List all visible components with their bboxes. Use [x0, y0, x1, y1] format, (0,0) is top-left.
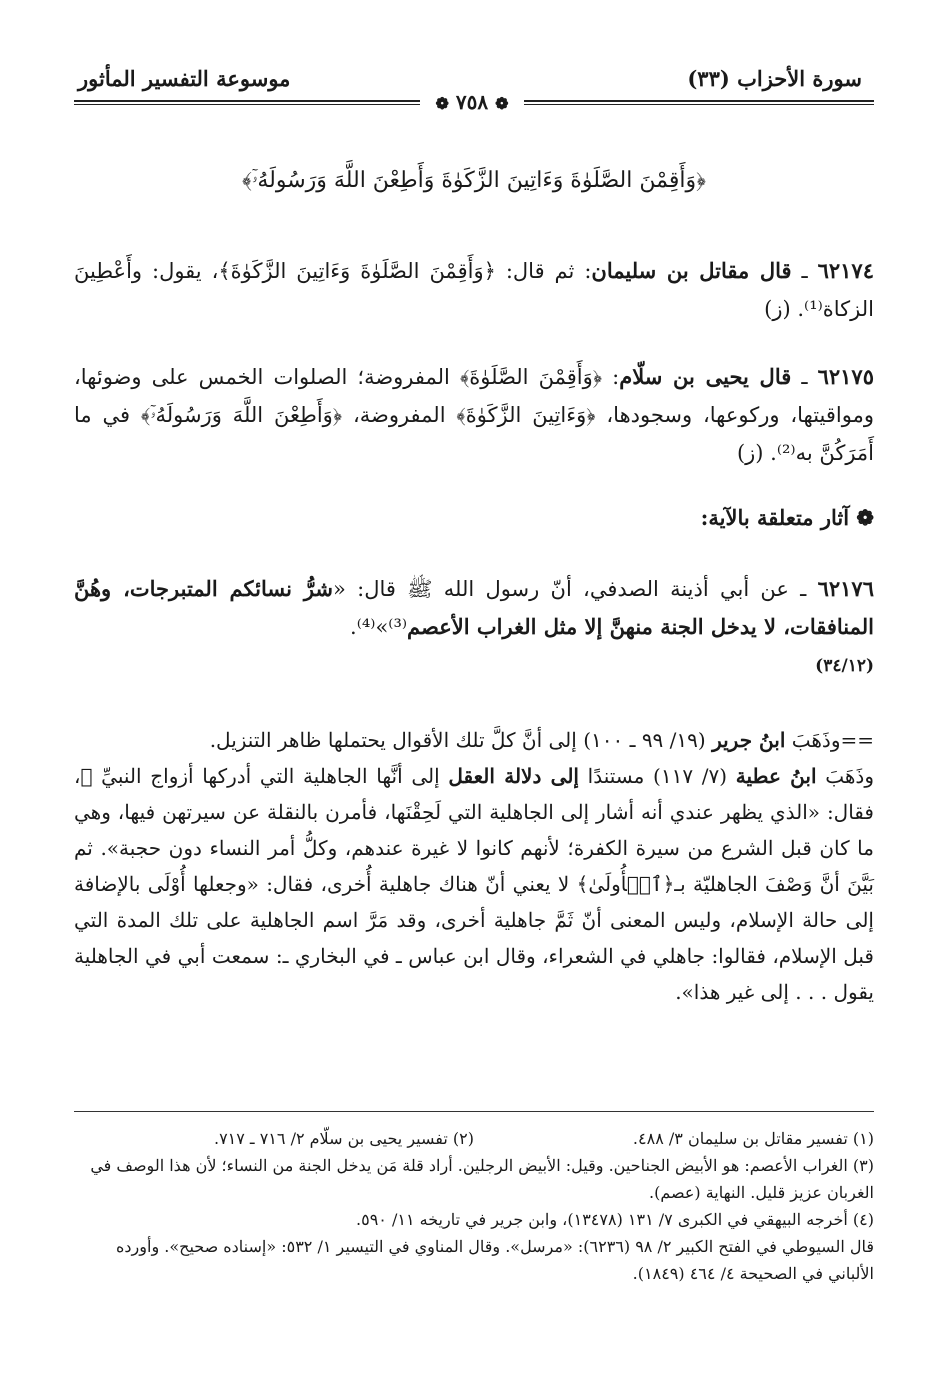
commentary-text: إلى أنَّها الجاهلية التي أدركها أزواج النبيِّ ﷺ، فقال: «الذي يظهر عندي أنه أشار إلى الجاهلية التي لَحِقْنَها، فأمرن بالنقلة عن سيرتهن فيها، وهي ما كان قبل الشرع من سيرة الكفرة؛ لأنهم كانوا لا غيرة عندهم، وكلُّ أمر النساء دون حجبة». ثم بَيَّنَ أنَّ وَصْفَ الجاهليّة بـ﴿ٱلۡأُولَىٰ﴾ لا يعني أنّ هناك جاهلية أُخرى، فقال: «وجعلها أُوْلَى بالإضافة إلى حالة الإسلام، وليس المعنى أنّ ثَمَّ جاهلية أخرى، وقد مَرَّ اسم الجاهلية على تلك المدة التي قبل الإسلام، فقالوا: جاهلي في الشعراء، وقال ابن عباس ـ في البخاري ـ: سمعت أبي في الجاهلية يقول . . . إلى غير هذا».: [74, 764, 874, 1004]
section-heading: [701, 505, 874, 530]
scholar-name: ابنُ عطية: [735, 764, 817, 788]
footnote-rule: [74, 1111, 874, 1112]
entry-number: ٦٢١٧٦: [817, 576, 874, 601]
commentary-bold: إلى دلالة العقل: [448, 764, 579, 788]
volume-reference: (٣٤/١٢): [815, 656, 874, 676]
scholar-name: ابنُ جرير: [712, 728, 786, 752]
running-header-left: موسوعة التفسير المأثور: [78, 66, 291, 91]
footnote-2: (٢) تفسير يحيى بن سلّام ٢/ ٧١٦ ـ ٧١٧.: [213, 1129, 474, 1148]
paragraph-62174: [74, 252, 874, 328]
paragraph-62175: [74, 358, 874, 472]
continuation-prefix: ==وذَهَبَ: [785, 728, 874, 752]
footnote-row: [74, 1125, 874, 1152]
footnotes: [74, 1125, 874, 1287]
footnote-4-cont: قال السيوطي في الفتح الكبير ٢/ ٩٨ (٦٢٣٦): «مرسل». وقال المناوي في التيسير ١/ ٥٣٢: «إسناده صحيح». وأورده الألباني في الصحيحة ٤/ ٤٦٤ (١٨٤٩).: [116, 1237, 874, 1283]
commentary-text: (٧/ ١١٧) مستندًا: [578, 764, 736, 788]
entry-number: ٦٢١٧٤: [817, 258, 874, 283]
speaker: قال يحيى بن سلّام: [619, 364, 792, 389]
commentary-text: (١٩/ ٩٩ ـ ١٠٠) إلى أنَّ كلَّ تلك الأقوال يحتملها ظاهر التنزيل.: [209, 728, 713, 752]
footnote-4: (٤) أخرجه البيهقي في الكبرى ٧/ ١٣١ (١٣٤٧٨)، وابن جرير في تاريخه ١١/ ٥٩٠.: [356, 1210, 874, 1229]
footnote-3: (٣) الغراب الأعصم: هو الأبيض الجناحين. وقيل: الأبيض الرجلين. أراد قلة مَن يدخل الجنة من النساء؛ لأن هذا الوصف في الغربان عزيز قليل. النهاية (عصم).: [90, 1156, 874, 1202]
flower-icon: ❁: [856, 505, 874, 530]
page-number: ٧٥٨: [455, 90, 489, 114]
continued-commentary: [74, 722, 874, 1010]
running-header-right: سورة الأحزاب (٣٣): [687, 66, 862, 91]
hadith-text: شرُّ نسائكم المتبرجات، وهُنَّ المنافقات، لا يدخل الجنة منهنَّ إلا مثل الغراب الأعصم: [74, 576, 874, 639]
section-title: آثار متعلقة بالآية:: [700, 505, 850, 530]
ornament-icon: ❁: [435, 94, 449, 113]
continuation-prefix: وذَهَبَ: [816, 764, 874, 788]
ornament-icon: ❁: [495, 94, 509, 113]
paragraph-62176: [74, 570, 874, 646]
page-number-box: [420, 88, 524, 116]
speaker: قال مقاتل بن سليمان: [591, 258, 792, 283]
footnote-1: (١) تفسير مقاتل بن سليمان ٣/ ٤٨٨.: [632, 1129, 874, 1148]
entry-number: ٦٢١٧٥: [817, 364, 874, 389]
paragraph-text: : ثم قال: ﴿وَأَقِمْنَ الصَّلَوٰةَ وَءَاتِينَ الزَّكَوٰةَ﴾، يقول: وأَعْطِينَ الزكاة⁽¹⁾. (ز): [74, 259, 874, 321]
hadith-intro: عن أبي أذينة الصدفي، أنّ رسول الله ﷺ قال: «: [333, 577, 789, 601]
paragraph-text: : ﴿وَأَقِمْنَ الصَّلَوٰةَ﴾ المفروضة؛ الصلوات الخمس على وضوئها، ومواقيتها، وركوعها، وسجودها، ﴿وَءَاتِينَ الزَّكَوٰةَ﴾ المفروضة، ﴿وَأَطِعْنَ اللَّهَ وَرَسُولَهُۥٓ﴾ في ما أَمَرَكُنَّ به⁽²⁾. (ز): [74, 365, 874, 465]
separator: ـ: [788, 577, 818, 601]
separator: ـ: [791, 365, 818, 389]
quran-verse: ﴿وَأَقِمْنَ الصَّلَوٰةَ وَءَاتِينَ الزَّكَوٰةَ وَأَطِعْنَ اللَّهَ وَرَسُولَهُۥٓ﴾: [242, 168, 706, 193]
separator: ـ: [791, 259, 818, 283]
hadith-outro: ⁽³⁾»⁽⁴⁾.: [350, 615, 408, 639]
